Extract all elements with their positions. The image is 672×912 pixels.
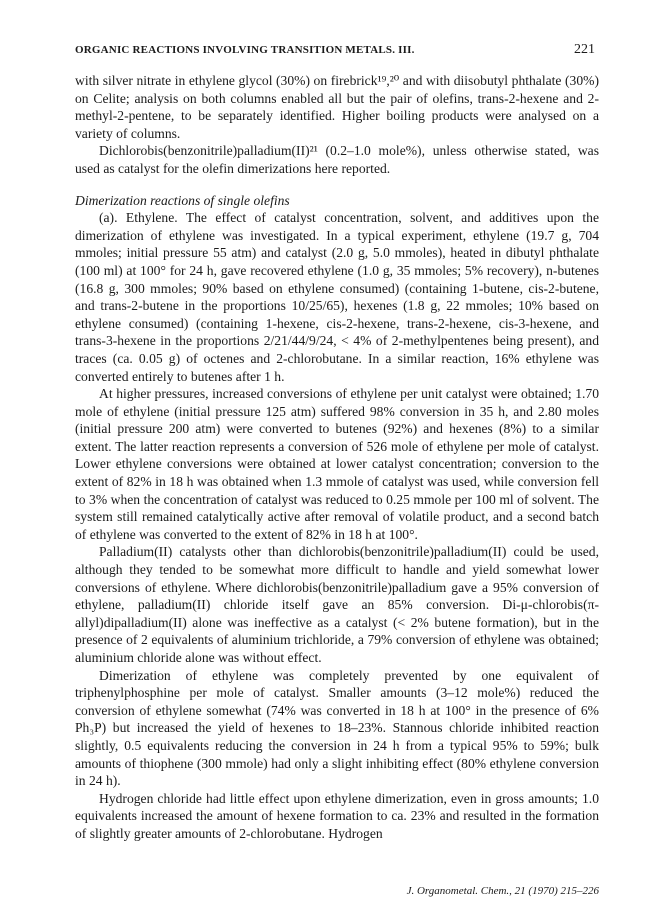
paragraph-triphenylphosphine: Dimerization of ethylene was completely prevented by one equivalent of triphenylphosphine per mole of catalyst. Smaller amounts (3–12 mole%) reduced the conversion of ethylene somewhat (74% was converted in 18 h at 100° in the presence of 6% Ph₃P) but increased the yield of hexenes to 18–23%. Stannous chloride inhibited reaction slightly, 0.5 equivalents reducing the conversion in 24 h from a typical 95% to 59%; bulk amounts of thiophene (300 mmole) had only a slight inhibiting effect (80% ethylene conversion in 24 h). <box>75 667 599 789</box>
page-number: 221 <box>574 42 595 57</box>
section-heading: Dimerization reactions of single olefins <box>75 192 290 208</box>
paragraph-hydrogen-chloride: Hydrogen chloride had little effect upon ethylene dimerization, even in gross amounts; 1.0 equivalents increased the amount of hexene formation to ca. 23% and resulted in the formation of slightly greater amounts of 2-chlorobutane. Hydrogen <box>75 790 599 841</box>
paragraph-columns-analysis: with silver nitrate in ethylene glycol (30%) on firebrick¹⁹,²⁰ and with diisobutyl phthalate (30%) on Celite; analysis on both columns enabled all but the pair of olefins, trans-2-hexene and 2-methyl-2-pentene, to be separately identified. Higher boiling products were analysed on a variety of columns. <box>75 73 599 141</box>
paragraph-ethylene: (a). Ethylene. The effect of catalyst concentration, solvent, and additives upon the dimerization of ethylene was investigated. In a typical experiment, ethylene (19.7 g, 704 mmoles; initial pressure 55 atm) and catalyst (2.0 g, 5.0 mmoles), heated in dibutyl phthalate (100 ml) at 100° for 24 h, gave recovered ethylene (1.0 g, 35 mmoles; 5% recovery), n-butenes (16.8 g, 300 mmoles; 90% based on ethylene consumed) (containing 1-butene, cis-2-butene, and trans-2-butene in the proportions 10/25/65), hexenes (1.8 g, 22 mmoles; 10% based on ethylene consumed) (containing 1-hexene, cis-2-hexene, trans-2-hexene, cis-3-hexene, and trans-3-hexene in the proportions 2/21/44/9/24, < 4% of 2-methylpentenes being present), and traces (ca. 0.05 g) of octenes and 2-chlorobutane. In a similar reaction, 16% ethylene was converted entirely to butenes after 1 h. <box>75 210 599 384</box>
running-head: ORGANIC REACTIONS INVOLVING TRANSITION METALS. III. <box>75 44 415 56</box>
paragraph-palladium-catalysts: Palladium(II) catalysts other than dichlorobis(benzonitrile)palladium(II) could be used, although they tended to be somewhat more difficult to handle and yield somewhat lower conversions of ethylene. Where dichlorobis(benzonitrile)palladium gave a 95% conversion of ethylene, palladium(II) chloride itself gave an 85% conversion. Di-μ-chlorobis(π-allyl)dipalladium(II) alone was ineffective as a catalyst (< 2% butene formation), but in the presence of 2 equivalents of aluminium trichloride, a 79% conversion of ethylene was obtained; aluminium chloride alone was without effect. <box>75 544 599 665</box>
journal-citation: J. Organometal. Chem., 21 (1970) 215–226 <box>406 885 599 897</box>
article-body <box>75 72 599 843</box>
page-header <box>75 44 595 64</box>
paragraph-catalyst: Dichlorobis(benzonitrile)palladium(II)²¹ (0.2–1.0 mole%), unless otherwise stated, was used as catalyst for the olefin dimerizations here reported. <box>75 143 599 176</box>
paragraph-higher-pressures: At higher pressures, increased conversions of ethylene per unit catalyst were obtained; 1.70 mole of ethylene (initial pressure 125 atm) suffered 98% conversion in 35 h, and 2.80 moles (initial pressure 200 atm) were converted to butenes (92%) and hexenes (8%) to a similar extent. The latter reaction represents a conversion of 526 mole of ethylene per mole of catalyst. Lower ethylene conversions were obtained at lower catalyst concentration; conversion to the extent of 82% in 18 h was obtained when 1.3 mmole of catalyst was used, while conversion fell to 3% when the concentration of catalyst was reduced to 0.25 mmole per 100 ml of solvent. The system still remained catalytically active after removal of volatile product, and a second batch of ethylene was converted to the extent of 82% in 18 h at 100°. <box>75 386 599 542</box>
